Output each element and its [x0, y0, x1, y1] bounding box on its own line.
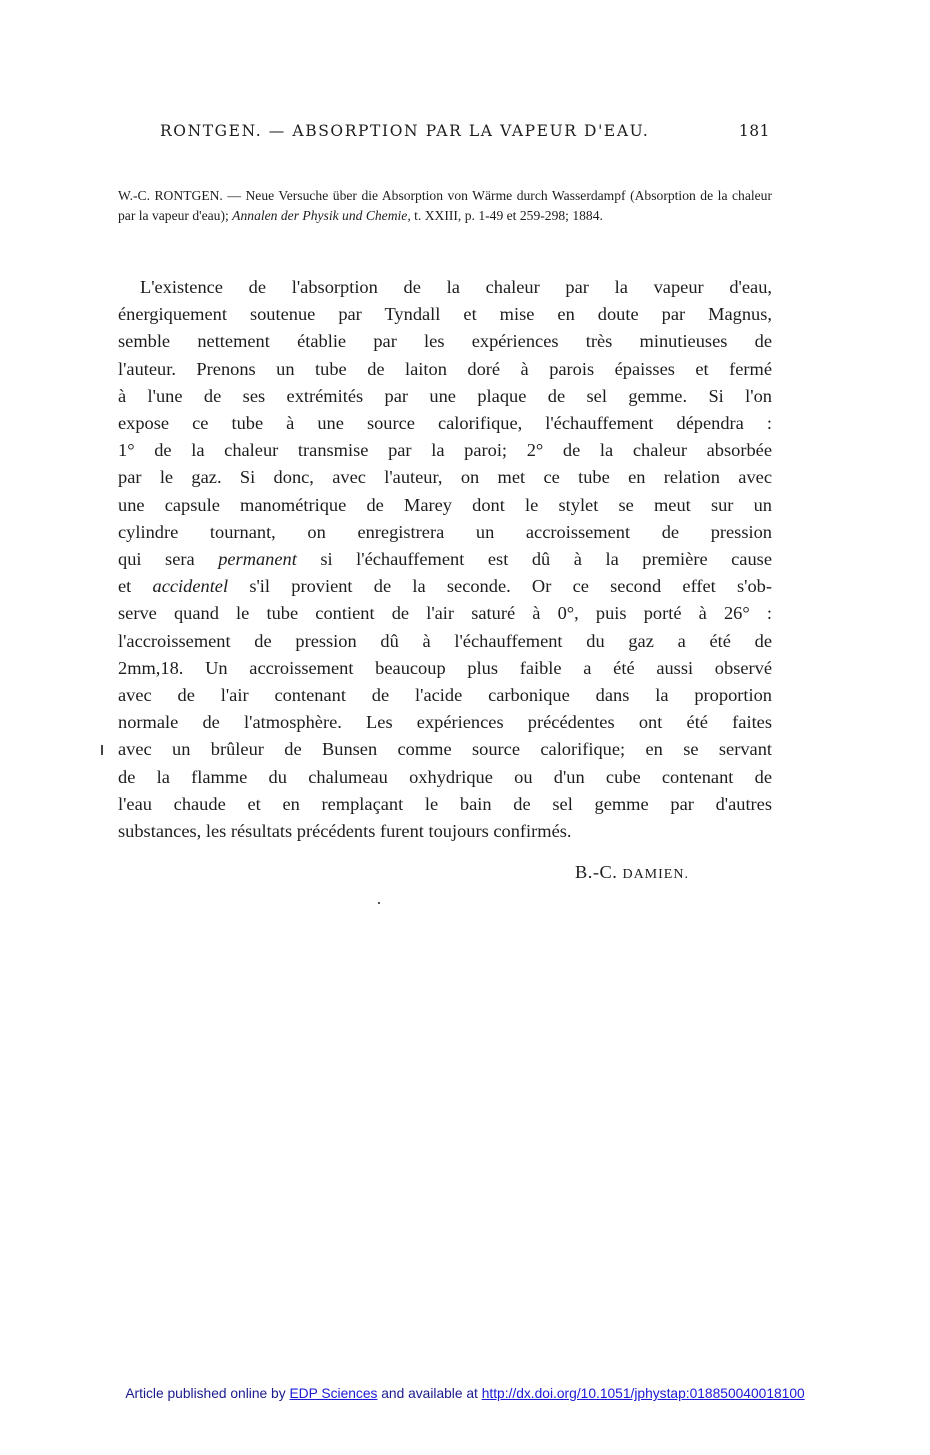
text-line: 1° de la chaleur transmise par la paroi; 2° de la chaleur absorbée [118, 440, 772, 461]
text-line: L'existence de l'absorption de la chaleur par la vapeur d'eau, [140, 277, 772, 297]
text-line: semble nettement établie par les expériences très minutieuses de [118, 331, 772, 352]
text-line: avec un brûleur de Bunsen comme source calorifique; en se servant [118, 739, 772, 760]
text-fragment: et [118, 576, 153, 597]
text-line: substances, les résultats précédents furent toujours confirmés. [118, 821, 572, 842]
running-title: RONTGEN. — ABSORPTION PAR LA VAPEUR D'EAU. [160, 122, 650, 140]
text-line: serve quand le tube contient de l'air saturé à 0°, puis porté à 26° : [118, 603, 772, 624]
italic-term: accidentel [152, 576, 229, 597]
text-fragment: si l'échauffement est dû à la première cause [296, 549, 772, 570]
publisher-link[interactable]: EDP Sciences [289, 1386, 378, 1401]
text-line: par le gaz. Si donc, avec l'auteur, on met ce tube en relation avec [118, 467, 772, 488]
text-fragment: qui sera [118, 549, 219, 570]
text-fragment: s'il provient de la seconde. Or ce second effet s'ob- [228, 576, 773, 597]
text-line: à l'une de ses extrémités par une plaque de sel gemme. Si l'on [118, 385, 772, 406]
reference-title: — Neue Versuche über die Absorption von Wärme durch Wasserdampf (Absorption de la chaleur par la vapeur d'eau); [118, 188, 772, 223]
text-line: une capsule manométrique de Marey dont le stylet se meut sur un [118, 494, 772, 515]
text-line: 2mm,18. Un accroissement beaucoup plus faible a été aussi observé [118, 657, 772, 678]
reference-journal: Annalen der Physik und Chemie, [232, 208, 411, 223]
margin-mark [101, 745, 103, 755]
text-line: de la flamme du chalumeau oxhydrique ou d'un cube contenant de [118, 766, 772, 787]
text-line: l'auteur. Prenons un tube de laiton doré à parois épaisses et fermé [118, 358, 772, 379]
text-line: l'eau chaude et en remplaçant le bain de sel gemme par d'autres [118, 793, 772, 814]
text-line: expose ce tube à une source calorifique, l'échauffement dépendra : [118, 413, 772, 434]
body-paragraph [118, 274, 772, 845]
italic-term: permanent [218, 549, 297, 570]
reference-author: W.-C. RONTGEN. [118, 188, 223, 203]
signature [575, 862, 689, 883]
footer-middle: and available at [377, 1386, 482, 1401]
doi-link[interactable]: http://dx.doi.org/10.1051/jphystap:018850040018100 [481, 1386, 805, 1401]
signature-initials: B.-C. [575, 862, 623, 882]
text-line: avec de l'air contenant de l'acide carbonique dans la proportion [118, 685, 772, 706]
text-line: énergiquement soutenue par Tyndall et mise en doute par Magnus, [118, 304, 772, 325]
running-head [160, 122, 770, 140]
text-line: l'accroissement de pression dû à l'échauffement du gaz a été de [118, 630, 772, 651]
text-line: normale de l'atmosphère. Les expériences précédentes ont été faites [118, 712, 772, 733]
footer-prefix: Article published online by [125, 1386, 290, 1401]
text-line: cylindre tournant, on enregistrera un accroissement de pression [118, 521, 772, 542]
scan-speck [378, 902, 380, 904]
text-line [118, 573, 772, 600]
signature-surname: DAMIEN. [622, 867, 689, 882]
page-number: 181 [738, 122, 770, 140]
publication-footer [0, 1386, 930, 1401]
text-line [118, 546, 772, 573]
reference-details: t. XXIII, p. 1-49 et 259-298; 1884. [410, 208, 603, 223]
bibliographic-reference [118, 186, 772, 226]
